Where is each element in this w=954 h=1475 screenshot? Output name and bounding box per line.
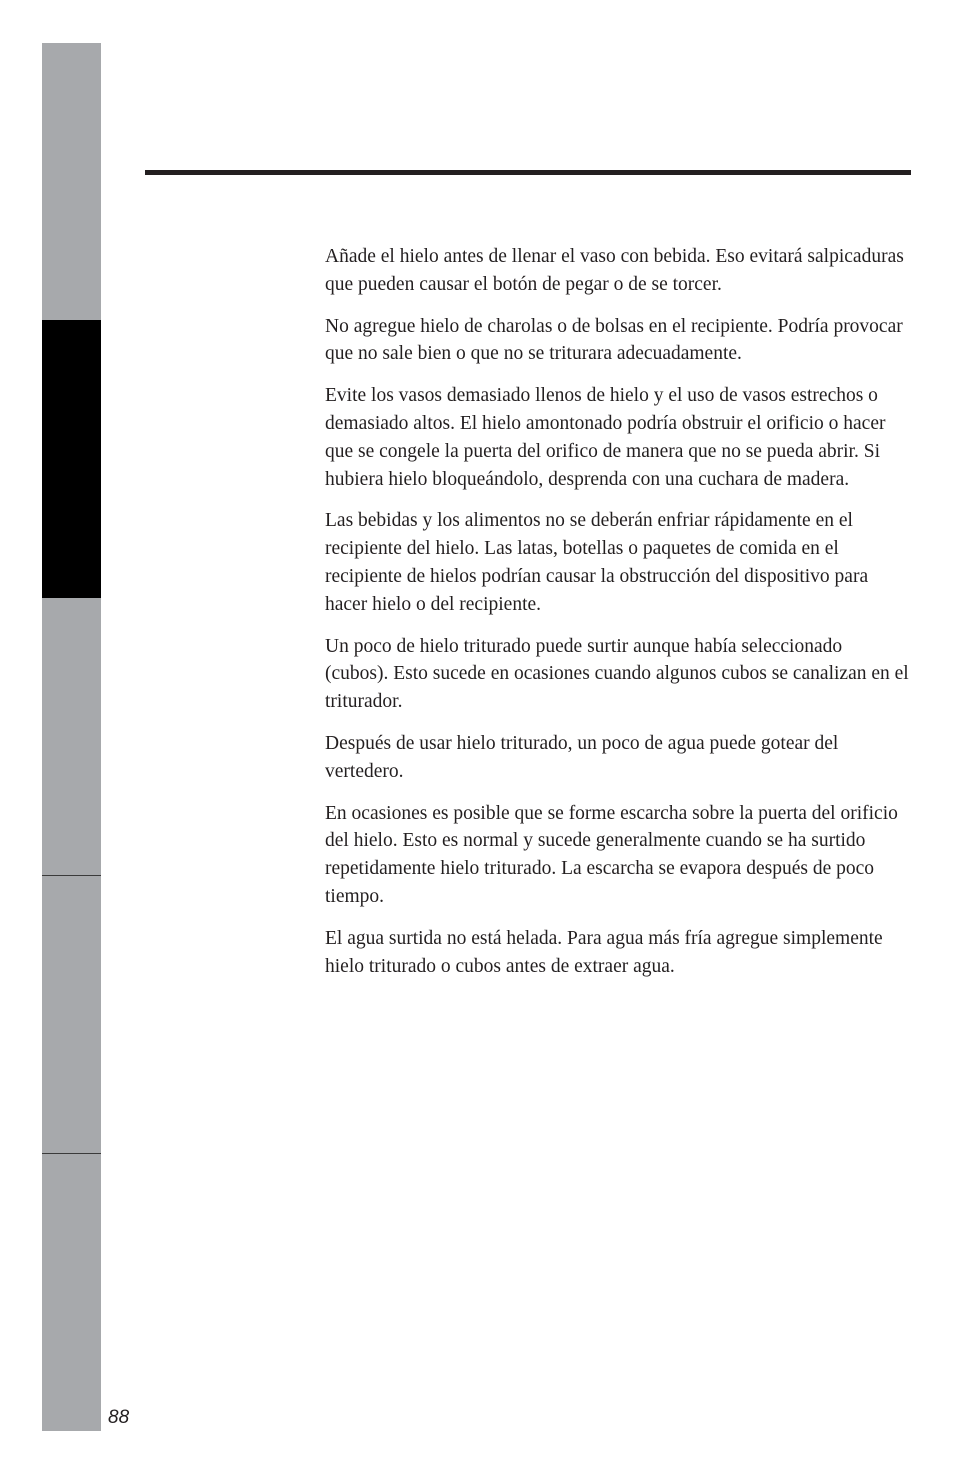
paragraph: En ocasiones es posible que se forme escarcha sobre la puerta del orificio del hielo. Esto es normal y sucede generalmente cuando se ha surtido repetidamente hielo triturado. La escarcha se evapora después de poco tiempo. bbox=[325, 802, 898, 907]
section-tab bbox=[42, 598, 101, 875]
body-text bbox=[325, 243, 915, 994]
section-tab bbox=[42, 1153, 101, 1431]
section-tab bbox=[42, 875, 101, 1153]
header-rule bbox=[145, 170, 911, 175]
page-number: 88 bbox=[108, 1407, 130, 1428]
tab-divider bbox=[42, 1153, 101, 1154]
paragraph: Evite los vasos demasiado llenos de hielo y el uso de vasos estrechos o demasiado altos. El hielo amontonado podría obstruir el orificio o hacer que se congele la puerta del orifico de manera que no se pueda abrir. Si hubiera hielo bloqueándolo, desprenda con una cuchara de madera. bbox=[325, 385, 886, 490]
paragraph-cubes-before: Un poco de hielo triturado puede surtir aunque había seleccionado bbox=[325, 635, 843, 657]
paragraph: Después de usar hielo triturado, un poco de agua puede gotear del vertedero. bbox=[325, 732, 839, 782]
section-tab bbox=[42, 43, 101, 320]
paragraph: No agregue hielo de charolas o de bolsas en el recipiente. Podría provocar que no sale bien o que no se triturara adecuadamente. bbox=[325, 315, 903, 365]
paragraph-cubes-after: (cubos). Esto sucede en ocasiones cuando algunos cubos se canalizan en el triturador. bbox=[325, 663, 909, 713]
paragraph-cubes bbox=[325, 633, 915, 716]
section-tab-active bbox=[42, 320, 101, 598]
section-tabs bbox=[42, 43, 101, 1431]
paragraph: Las bebidas y los alimentos no se deberán enfriar rápidamente en el recipiente del hielo. Las latas, botellas o paquetes de comida en el recipiente de hielos podrían causar la obstrucción del dispositivo para hacer hielo o del recipiente. bbox=[325, 510, 869, 615]
paragraph: El agua surtida no está helada. Para agua más fría agregue simplemente hielo triturado o cubos antes de extraer agua. bbox=[325, 927, 883, 977]
paragraph: Añade el hielo antes de llenar el vaso con bebida. Eso evitará salpicaduras que pueden causar el botón de pegar o de se torcer. bbox=[325, 246, 904, 295]
tab-divider bbox=[42, 875, 101, 876]
